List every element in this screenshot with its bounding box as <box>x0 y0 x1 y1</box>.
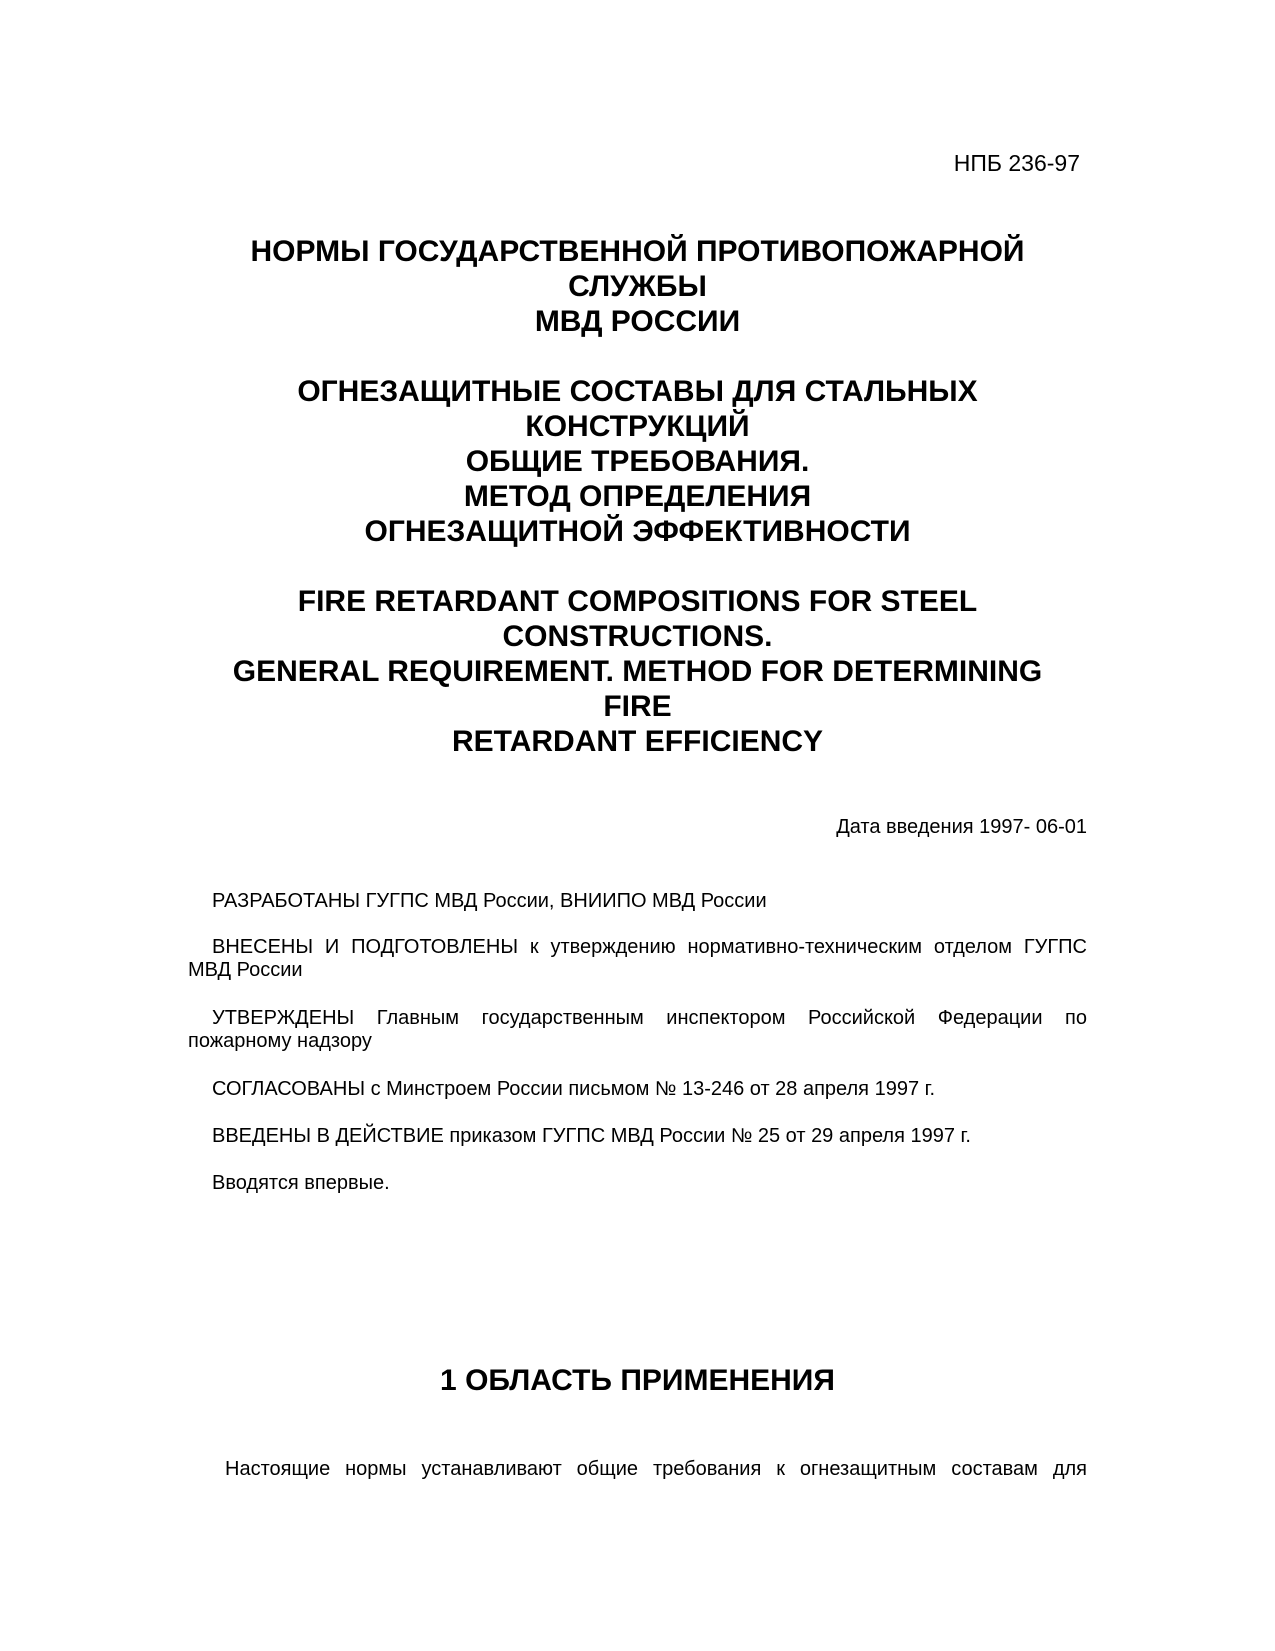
title-ru-main <box>190 374 1085 549</box>
paragraph-developed-by: РАЗРАБОТАНЫ ГУГПС МВД России, ВНИИПО МВД России <box>212 890 767 912</box>
title-line: КОНСТРУКЦИЙ <box>525 410 750 443</box>
title-line: CONSTRUCTIONS. <box>502 620 773 653</box>
section-body-text: Настоящие нормы устанавливают общие требования к огнезащитным составам для <box>225 1458 1087 1480</box>
paragraph-approved-by: УТВЕРЖДЕНЫ Главным государственным инспектором Российской Федерации по пожарному надзору <box>188 1007 1087 1052</box>
introduction-date: Дата введения 1997- 06-01 <box>836 816 1087 838</box>
title-line: СЛУЖБЫ <box>568 270 707 303</box>
paragraph-enacted-by: ВВЕДЕНЫ В ДЕЙСТВИЕ приказом ГУГПС МВД России № 25 от 29 апреля 1997 г. <box>212 1125 971 1147</box>
title-line: RETARDANT EFFICIENCY <box>451 725 824 758</box>
section-heading: 1 ОБЛАСТЬ ПРИМЕНЕНИЯ <box>440 1364 835 1397</box>
title-line: ОГНЕЗАЩИТНОЙ ЭФФЕКТИВНОСТИ <box>364 515 911 548</box>
title-line: ОГНЕЗАЩИТНЫЕ СОСТАВЫ ДЛЯ СТАЛЬНЫХ <box>297 375 978 408</box>
title-line: НОРМЫ ГОСУДАРСТВЕННОЙ ПРОТИВОПОЖАРНОЙ <box>250 235 1025 268</box>
title-line: FIRE <box>603 690 672 723</box>
document-code: НПБ 236-97 <box>953 150 1080 176</box>
title-en <box>190 584 1085 759</box>
title-line: FIRE RETARDANT COMPOSITIONS FOR STEEL <box>297 585 978 618</box>
title-line: МВД РОССИИ <box>534 305 741 338</box>
title-line: ОБЩИЕ ТРЕБОВАНИЯ. <box>465 445 810 478</box>
title-line: МЕТОД ОПРЕДЕЛЕНИЯ <box>463 480 812 513</box>
paragraph-submitted-by: ВНЕСЕНЫ И ПОДГОТОВЛЕНЫ к утверждению нормативно-техническим отделом ГУГПС МВД России <box>188 936 1087 981</box>
paragraph-agreed-with: СОГЛАСОВАНЫ с Минстроем России письмом № 13-246 от 28 апреля 1997 г. <box>212 1078 936 1100</box>
paragraph-first-introduced: Вводятся впервые. <box>212 1172 390 1194</box>
title-line: GENERAL REQUIREMENT. METHOD FOR DETERMINING <box>232 655 1043 688</box>
title-ru-header <box>190 234 1085 339</box>
